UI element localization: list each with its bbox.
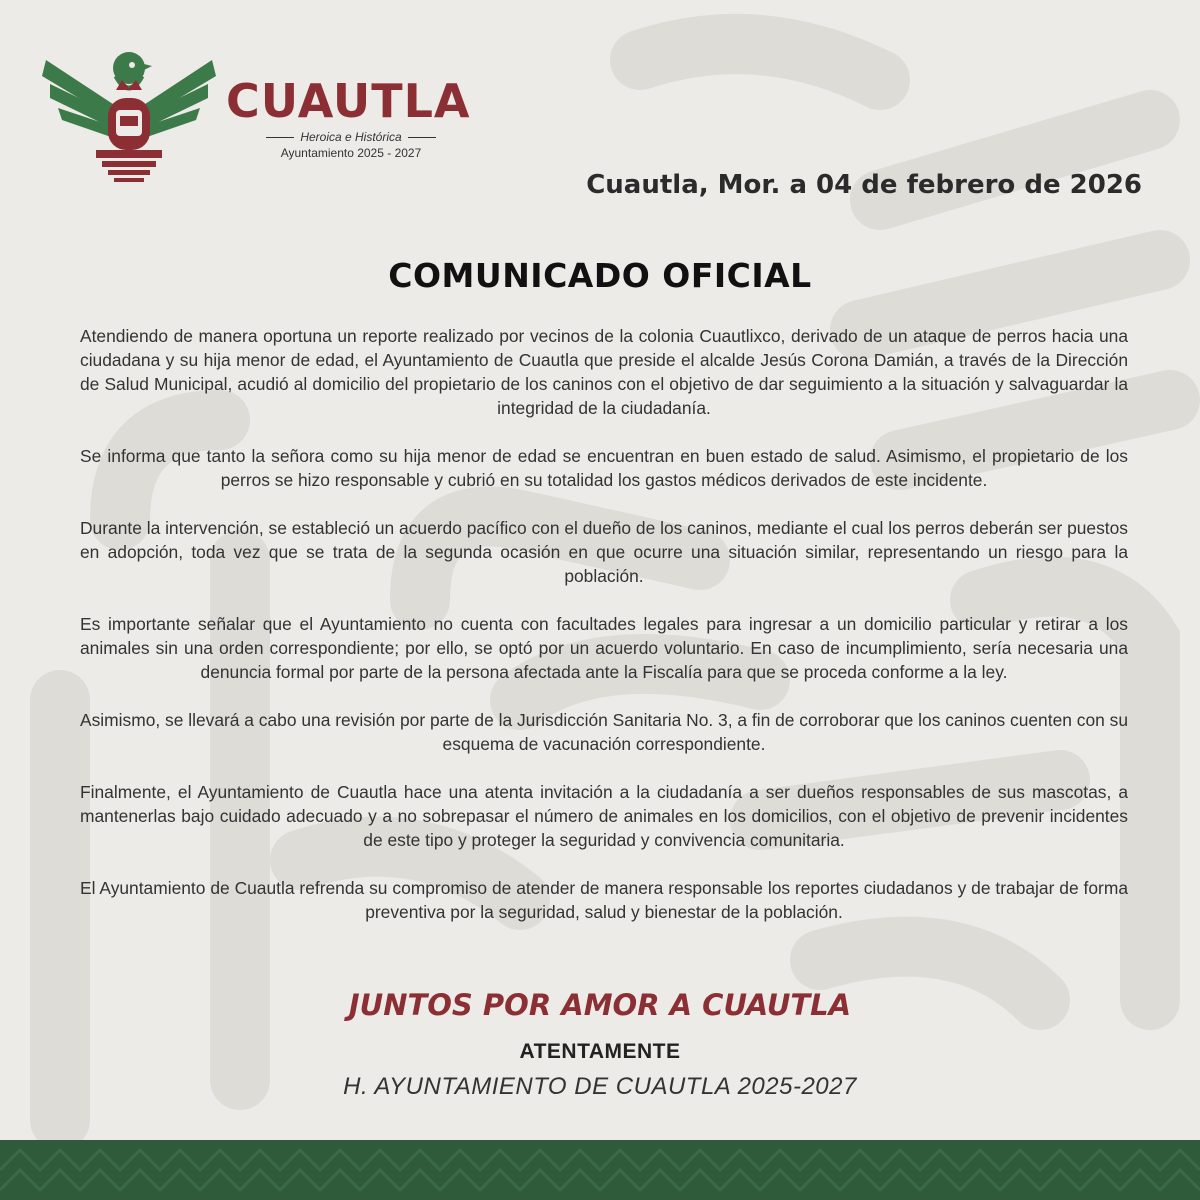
paragraph: Durante la intervención, se estableció un acuerdo pacífico con el dueño de los caninos, mediante el cual los perros deberán ser puestos en adopción, toda vez que se trata de la segunda ocasión en que ocurre una situación similar, representando un riesgo para la población. xyxy=(80,518,1128,586)
paragraph: Finalmente, el Ayuntamiento de Cuautla hace una atenta invitación a la ciudadanía a ser dueños responsables de sus mascotas, a mantenerlas bajo cuidado adecuado y a no sobrepasar el número de animales en los domicilios, con el objetivo de prevenir incidentes de este tipo y proteger la seguridad y convivencia comunitaria. xyxy=(80,782,1128,850)
signature: H. AYUNTAMIENTO DE CUAUTLA 2025-2027 xyxy=(343,1073,857,1100)
footer-pattern xyxy=(0,1140,1200,1200)
paragraph: Se informa que tanto la señora como su hija menor de edad se encuentran en buen estado de salud. Asimismo, el propietario de los perros se hizo responsable y cubrió en su totalidad los gastos médicos derivados de este incidente. xyxy=(80,446,1128,490)
slogan: JUNTOS POR AMOR A CUAUTLA xyxy=(348,988,852,1022)
eagle-emblem-icon xyxy=(36,40,221,190)
date-line: Cuautla, Mor. a 04 de febrero de 2026 xyxy=(586,170,1142,200)
brand-name: CUAUTLA xyxy=(226,74,471,128)
document-title: COMUNICADO OFICIAL xyxy=(388,256,812,295)
administration-period: Ayuntamiento 2025 - 2027 xyxy=(280,146,422,160)
paragraph: El Ayuntamiento de Cuautla refrenda su compromiso de atender de manera responsable los reportes ciudadanos y de trabajar de forma preventiva por la seguridad, salud y bienestar de la población. xyxy=(80,878,1128,922)
communique-body xyxy=(80,324,1128,948)
brand-wordmark xyxy=(226,74,476,160)
paragraph: Asimismo, se llevará a cabo una revisión por parte de la Jurisdicción Sanitaria No. 3, a fin de corroborar que los caninos cuenten con su esquema de vacunación correspondiente. xyxy=(80,710,1128,754)
tagline-rule-left xyxy=(266,137,294,138)
paragraph: Es importante señalar que el Ayuntamiento no cuenta con facultades legales para ingresar a un domicilio particular y retirar a los animales sin una orden correspondiente; por ello, se optó por un acuerdo voluntario. En caso de incumplimiento, sería necesaria una denuncia formal por parte de la persona afectada ante la Fiscalía para que se proceda conforme a la ley. xyxy=(80,614,1128,682)
closing: ATENTAMENTE xyxy=(519,1040,681,1063)
brand-tagline xyxy=(226,130,476,144)
paragraph: Atendiendo de manera oportuna un reporte realizado por vecinos de la colonia Cuautlixco, derivado de un ataque de perros hacia una ciudadana y su hija menor de edad, el Ayuntamiento de Cuautla que preside el alcalde Jesús Corona Damián, a través de la Dirección de Salud Municipal, acudió al domicilio del propietario de los caninos con el objetivo de dar seguimiento a la situación y salvaguardar la integridad de la ciudadanía. xyxy=(80,326,1128,418)
tagline-text: Heroica e Histórica xyxy=(300,130,402,144)
tagline-rule-right xyxy=(408,137,436,138)
header-logo xyxy=(36,40,476,190)
footer-band xyxy=(0,1140,1200,1200)
